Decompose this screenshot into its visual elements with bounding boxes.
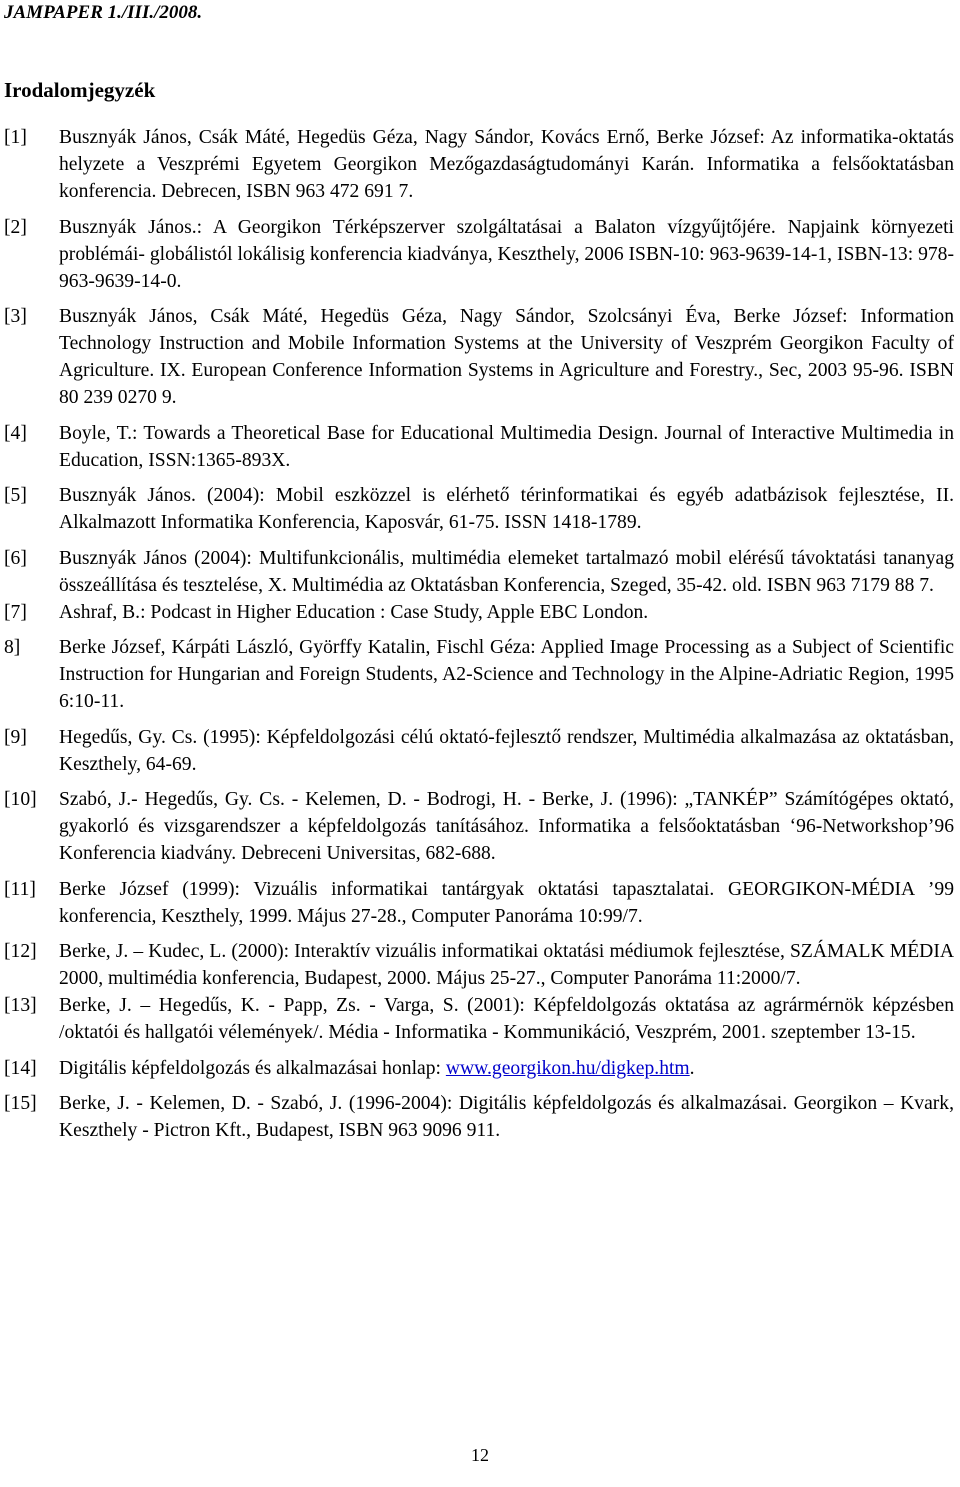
reference-text: Berke, J. – Hegedűs, K. - Papp, Zs. - Varga, S. (2001): Képfeldolgozás oktatása az agrármérnök képzésben /oktatói és hallgatói vélemények/. Média - Informatika - Kommunikáció, Veszprém, 2001. szeptember 13-15. [59,995,954,1043]
reference-number: [12] [4,941,37,962]
reference-text: Busznyák János. (2004): Mobil eszközzel is elérhető térinformatikai és egyéb adatbázisok fejlesztése, II. Alkalmazott Informatika Konferencia, Kaposvár, 61-75. ISSN 1418-1789. [59,485,954,533]
reference-number: [6] [4,547,27,569]
reference-item [4,124,954,205]
reference-number: [1] [4,127,27,148]
reference-item [4,876,954,930]
reference-item [4,724,954,778]
reference-text: Berke József (1999): Vizuális informatikai tantárgyak oktatási tapasztalatai. GEORGIKON-MÉDIA ’99 konferencia, Keszthely, 1999. Május 27-28., Computer Panoráma 10:99/7. [59,878,954,927]
reference-text: Busznyák János (2004): Multifunkcionális, multimédia elemeket tartalmazó mobil elérésű távoktatási tananyag összeállítása és tesztelése, X. Multimédia az Oktatásban Konferencia, Szeged, 35-42. old. ISBN 963 7179 88 7. [59,547,954,596]
reference-text: Busznyák János.: A Georgikon Térképszerver szolgáltatásai a Balaton vízgyűjtőjére. Napjaink környezeti problémái- globálistól lokálisig konferencia kiadványa, Keszthely, 2006 ISBN-10: 963-9639-14-1, ISBN-13: 978-963-9639-14-0. [59,216,954,292]
reference-number: [10] [4,789,37,810]
reference-text: Ashraf, B.: Podcast in Higher Education : Case Study, Apple EBC London. [59,601,649,623]
reference-item [4,786,954,867]
reference-number: [4] [4,422,27,444]
reference-text [59,1055,954,1082]
journal-header: JAMPAPER 1./III./2008. [4,2,203,23]
reference-item [4,214,954,295]
reference-number: [7] [4,601,27,623]
reference-item [4,420,954,474]
reference-item [4,992,954,1046]
reference-item [4,303,954,411]
reference-number: [9] [4,726,27,748]
reference-item [4,1055,954,1082]
reference-text: Busznyák János, Csák Máté, Hegedüs Géza, Nagy Sándor, Kovács Ernő, Berke József: Az informatika-oktatás helyzete a Veszprémi Egyetem Georgikon Mezőgazdaságtudományi Karán. Informatika a felsőoktatásban konferencia. Debrecen, ISBN 963 472 691 7. [59,127,954,202]
page-number: 12 [471,1445,489,1465]
reference-text: Berke, J. - Kelemen, D. - Szabó, J. (1996-2004): Digitális képfeldolgozás és alkalmazásai. Georgikon – Kvark, Keszthely - Pictron Kft., Budapest, ISBN 963 9096 911. [59,1093,954,1141]
reference-item [4,482,954,536]
reference-number: [11] [4,878,36,900]
homepage-link[interactable]: www.georgikon.hu/digkep.htm [445,1057,690,1079]
reference-item [4,1090,954,1144]
reference-number: [15] [4,1093,37,1114]
reference-number: [14] [4,1057,37,1079]
reference-text: Busznyák János, Csák Máté, Hegedüs Géza, Nagy Sándor, Szolcsányi Éva, Berke József: Information Technology Instruction and Mobile Information Systems at the University of Veszprém Georgikon Faculty of Agriculture. IX. European Conference Information Systems in Agriculture and Forestry., Sec, 2003 95-96. ISBN 80 239 0270 9. [59,306,954,408]
reference-number: [13] [4,995,37,1016]
reference-number: 8] [4,637,21,658]
reference-number: [3] [4,306,27,327]
reference-item [4,938,954,992]
reference-text-after-link: . [689,1057,695,1079]
reference-text: Boyle, T.: Towards a Theoretical Base for Educational Multimedia Design. Journal of Interactive Multimedia in Education, ISSN:1365-893X. [59,422,954,471]
reference-item [4,545,954,599]
reference-list [4,124,954,1153]
reference-item [4,634,954,715]
reference-text: Berke József, Kárpáti László, Györffy Katalin, Fischl Géza: Applied Image Processing as a Subject of Scientific Instruction for Hungarian and Foreign Students, A2-Science and Technology in the Alpine-Adriatic Region, 1995 6:10-11. [59,637,954,712]
reference-text: Szabó, J.- Hegedűs, Gy. Cs. - Kelemen, D. - Bodrogi, H. - Berke, J. (1996): „TANKÉP” Számítógépes oktató, gyakorló és vizsgarendszer a képfeldolgozás tanításához. Informatika a felsőoktatásban ‘96-Networkshop’96 Konferencia kiadvány. Debreceni Universitas, 682-688. [59,789,954,864]
reference-text-before-link: Digitális képfeldolgozás és alkalmazásai honlap: [59,1057,446,1079]
reference-number: [5] [4,485,27,506]
reference-item [4,599,954,626]
reference-number: [2] [4,216,27,238]
reference-text: Hegedűs, Gy. Cs. (1995): Képfeldolgozási célú oktató-fejlesztő rendszer, Multimédia alkalmazása az oktatásban, Keszthely, 64-69. [59,726,954,775]
reference-text: Berke, J. – Kudec, L. (2000): Interaktív vizuális informatikai oktatási médiumok fejlesztése, SZÁMALK MÉDIA 2000, multimédia konferencia, Budapest, 2000. Május 25-27., Computer Panoráma 11:2000/7. [59,941,954,989]
section-title: Irodalomjegyzék [4,78,156,102]
